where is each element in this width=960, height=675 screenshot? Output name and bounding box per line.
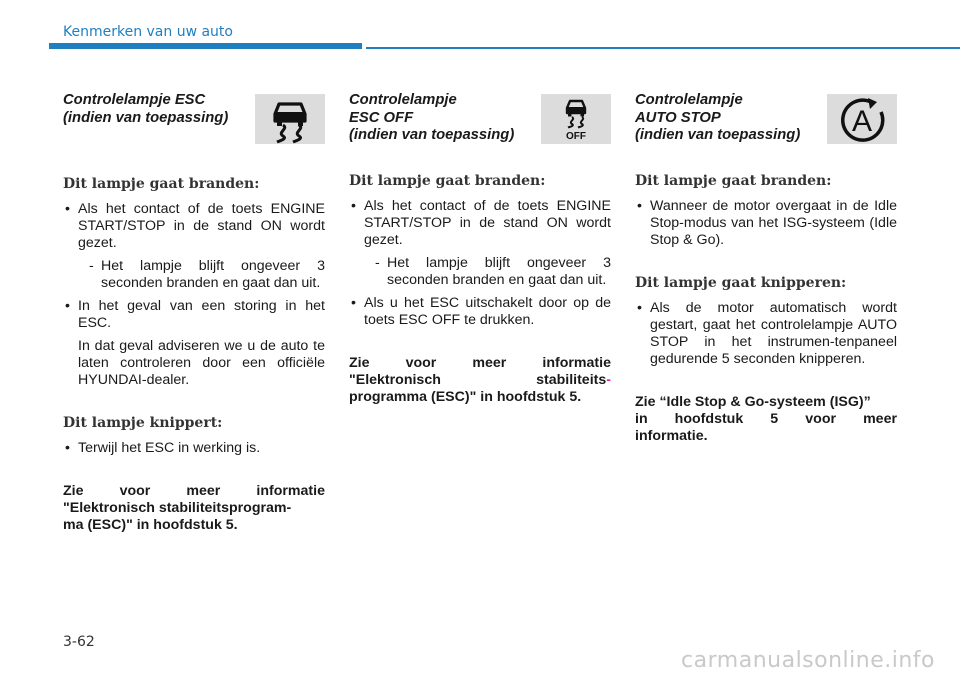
esc-off-dash-1: - Het lampje blijft ongeveer 3 seconden branden en gaat dan uit.	[364, 255, 611, 289]
esc-off-note: Zie voor meer informatie "Elektronisch stabiliteits- programma (ESC)" in hoofdstuk 5.	[349, 355, 611, 405]
page-number: 3-62	[63, 634, 95, 650]
esc-dash-1: - Het lampje blijft ongeveer 3 seconden branden en gaat dan uit.	[78, 258, 325, 292]
auto-stop-title: Controlelampje AUTO STOP (indien van toepassing)	[635, 92, 801, 143]
header-rule-thin	[366, 47, 960, 49]
esc-off-bullet-1: • Als het contact of de toets ENGINE START/STOP in de stand ON wordt gezet. - Het lampje blijft ongeveer 3 seconden branden en gaat dan uit.	[349, 198, 611, 289]
watermark: carmanualsonline.info	[681, 648, 935, 673]
esc-bullet-1: • Als het contact of de toets ENGINE START/STOP in de stand ON wordt gezet. - Het lampje blijft ongeveer 3 seconden branden en gaat dan uit.	[63, 201, 325, 292]
esc-bullet-2: • In het geval van een storing in het ESC. In dat geval adviseren we u de auto te laten controleren door een officiële HYUNDAI-dealer.	[63, 298, 325, 389]
esc-off-bullet-2: • Als u het ESC uitschakelt door op de toets ESC OFF te drukken.	[349, 295, 611, 329]
column-esc	[63, 88, 325, 534]
column-esc-off	[349, 88, 611, 406]
esc-heading-blink: Dit lampje knippert:	[63, 415, 223, 431]
column-auto-stop	[635, 88, 897, 445]
svg-text:OFF: OFF	[566, 131, 586, 142]
auto-stop-heading-on: Dit lampje gaat branden:	[635, 173, 832, 189]
auto-stop-title-row	[635, 88, 897, 158]
esc-off-icon	[541, 94, 611, 144]
auto-stop-icon	[827, 94, 897, 144]
header-rule-thick	[49, 43, 362, 49]
esc-title-row	[63, 88, 325, 148]
section-title: Kenmerken van uw auto	[63, 24, 233, 40]
auto-stop-note: Zie “Idle Stop & Go-systeem (ISG)” in hoofdstuk 5 voor meer informatie.	[635, 394, 897, 444]
esc-off-title-row	[349, 88, 611, 158]
esc-off-heading-on: Dit lampje gaat branden:	[349, 173, 546, 189]
esc-note: Zie voor meer informatie "Elektronisch stabiliteitsprogram- ma (ESC)" in hoofdstuk 5.	[63, 483, 325, 533]
esc-warning-icon	[255, 94, 325, 144]
auto-stop-bullet-1: • Wanneer de motor overgaat in de Idle Stop-modus van het ISG-systeem (Idle Stop & Go).	[635, 198, 897, 249]
auto-stop-heading-blink: Dit lampje gaat knipperen:	[635, 275, 847, 291]
auto-stop-bullet-2: • Als de motor automatisch wordt gestart, gaat het controlelampje AUTO STOP in het instrumen-tenpaneel gedurende 5 seconden knipperen.	[635, 300, 897, 368]
esc-bullet-2-para: In dat geval adviseren we u de auto te laten controleren door een officiële HYUNDAI-dealer.	[78, 338, 325, 388]
esc-heading-on: Dit lampje gaat branden:	[63, 176, 260, 192]
svg-text:A: A	[851, 105, 873, 138]
esc-off-title: Controlelampje ESC OFF (indien van toepassing)	[349, 92, 515, 143]
esc-bullet-3: • Terwijl het ESC in werking is.	[63, 440, 325, 457]
esc-title: Controlelampje ESC (indien van toepassing)	[63, 92, 229, 126]
